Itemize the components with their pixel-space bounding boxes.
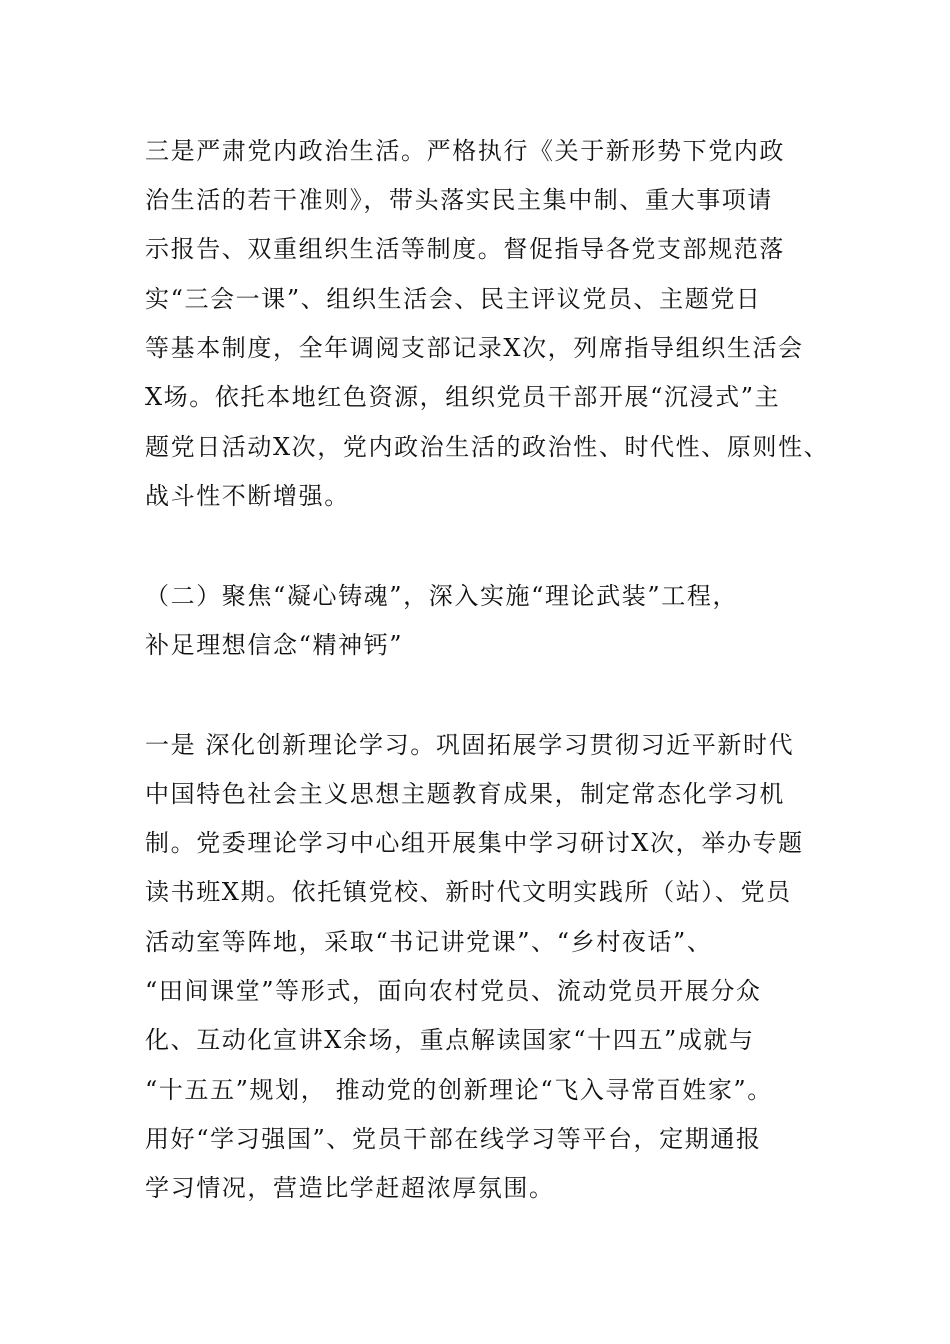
- paragraph-1-line-2: 治生活的若干准则》，带头落实民主集中制、重大事项请: [145, 186, 773, 214]
- paragraph-2-line-7: 化、互动化宣讲X余场，重点解读国家“十四五”成就与: [145, 1026, 755, 1054]
- paragraph-1-line-6: X场。依托本地红色资源，组织党员干部开展“沉浸式”主: [145, 383, 781, 411]
- paragraph-2-line-2: 中国特色社会主义思想主题教育成果，制定常态化学习机: [145, 780, 785, 808]
- paragraph-2-line-10: 学习情况，营造比学赶超浓厚氛围。: [145, 1174, 555, 1202]
- paragraph-2-line-4: 读书班X期。依托镇党校、新时代文明实践所（站）、党员: [145, 878, 792, 906]
- paragraph-1-line-8: 战斗性不断增强。: [145, 482, 350, 510]
- paragraph-1-line-1: 三是严肃党内政治生活。严格执行《关于新形势下党内政: [145, 137, 785, 165]
- paragraph-2-line-5: 活动室等阵地，采取“书记讲党课”、“乡村夜话”、: [145, 928, 713, 956]
- paragraph-1-line-5: 等基本制度，全年调阅支部记录X次，列席指导组织生活会: [145, 334, 804, 362]
- paragraph-1-line-7: 题党日活动X次，党内政治生活的政治性、时代性、原则性、: [145, 433, 830, 461]
- paragraph-1-line-4: 实“三会一课”、组织生活会、民主评议党员、主题党日: [145, 285, 762, 313]
- paragraph-2-line-8: “十五五”规划， 推动党的创新理论“飞入寻常百姓家”。: [145, 1076, 773, 1104]
- section-heading-line-1: （二）聚焦“凝心铸魂”，深入实施“理论武装”工程，: [145, 582, 739, 610]
- paragraph-1-line-3: 示报告、双重组织生活等制度。督促指导各党支部规范落: [145, 235, 785, 263]
- paragraph-2-line-1: 一是 深化创新理论学习。巩固拓展学习贯彻习近平新时代: [145, 731, 795, 759]
- paragraph-2-line-9: 用好“学习强国”、党员干部在线学习等平台，定期通报: [145, 1125, 762, 1153]
- paragraph-2-line-6: “田间课堂”等形式，面向农村党员、流动党员开展分众: [145, 977, 762, 1005]
- section-heading-line-2: 补足理想信念“精神钙”: [145, 631, 404, 659]
- paragraph-2-line-3: 制。党委理论学习中心组开展集中学习研讨X次，举办专题: [145, 829, 804, 857]
